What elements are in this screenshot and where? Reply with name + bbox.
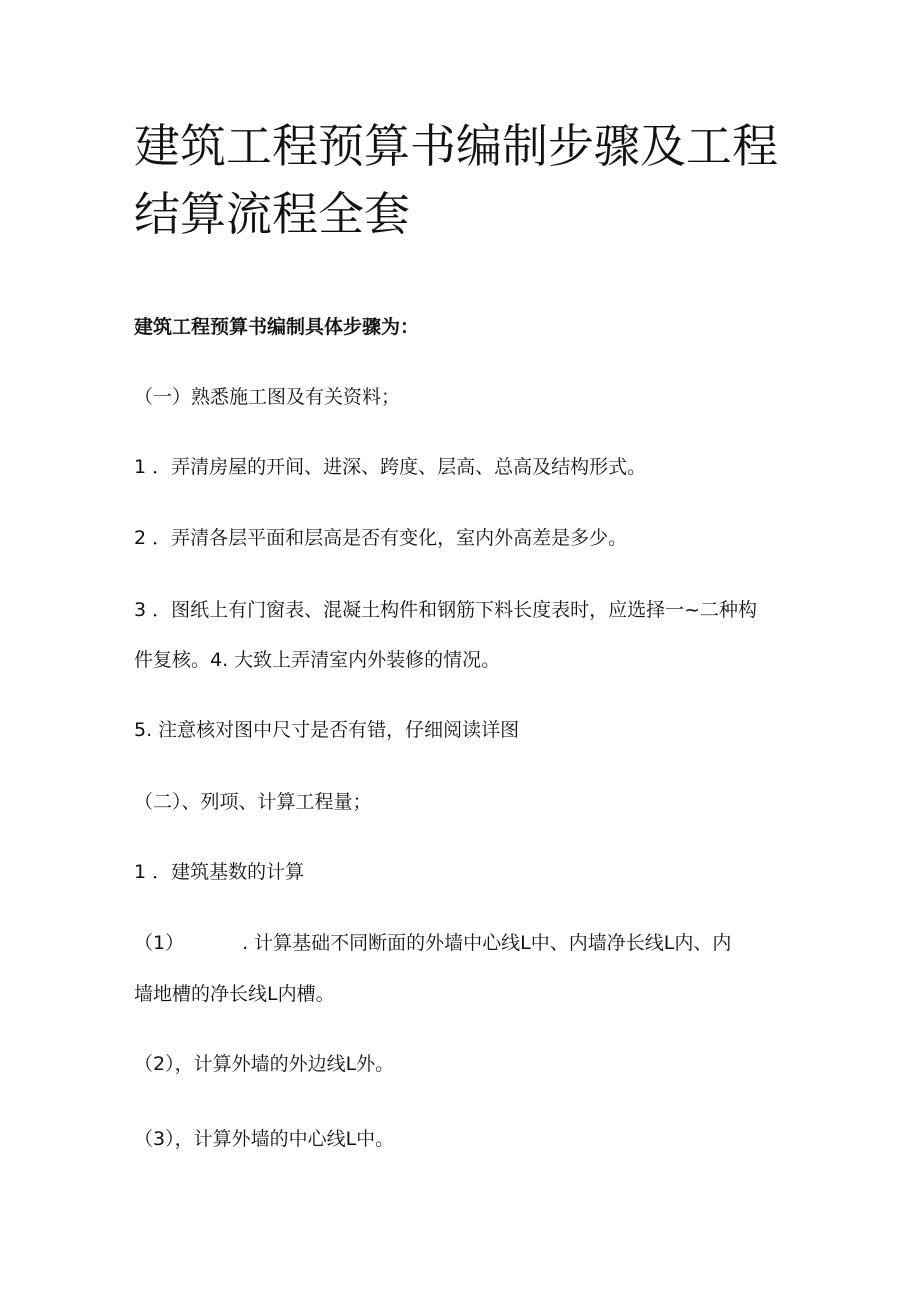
document-title: 建筑工程预算书编制步骤及工程结算流程全套 [134,119,778,241]
section-heading: 建筑工程预算书编制具体步骤为： [134,316,420,338]
paragraph-item-1: 1 ．弄清房屋的开间、进深、跨度、层高、总高及结构形式。 [134,456,647,478]
paragraph-item-2: 2 ．弄清各层平面和层高是否有变化，室内外高差是多少。 [134,527,628,549]
subitem-3: （3），计算外墙的中心线L中。 [134,1128,395,1150]
subitem-1-line-1 [134,929,731,957]
paragraph-item-3-line-1: 3 ．图纸上有门窗表、混凝土构件和钢筋下料长度表时，应选择一~二种构 [134,599,758,621]
paragraph-item-5: 5. 注意核对图中尺寸是否有错，仔细阅读详图 [134,719,520,741]
section-2-title: （二）、列项、计算工程量； [134,791,372,813]
section-1-title: （一）熟悉施工图及有关资料； [134,386,401,408]
subitem-1-text: . 计算基础不同断面的外墙中心线L中、内墙净长线L内、内 [242,932,732,954]
subsection-1-title: 1 ．建筑基数的计算 [134,861,305,883]
subitem-1-line-2: 墙地槽的净长线L内槽。 [134,983,335,1005]
paragraph-item-3-line-2: 件复核。4. 大致上弄清室内外装修的情况。 [134,649,501,671]
subitem-1-label: （1） [134,932,185,954]
subitem-2: （2），计算外墙的外边线L外。 [134,1053,395,1075]
